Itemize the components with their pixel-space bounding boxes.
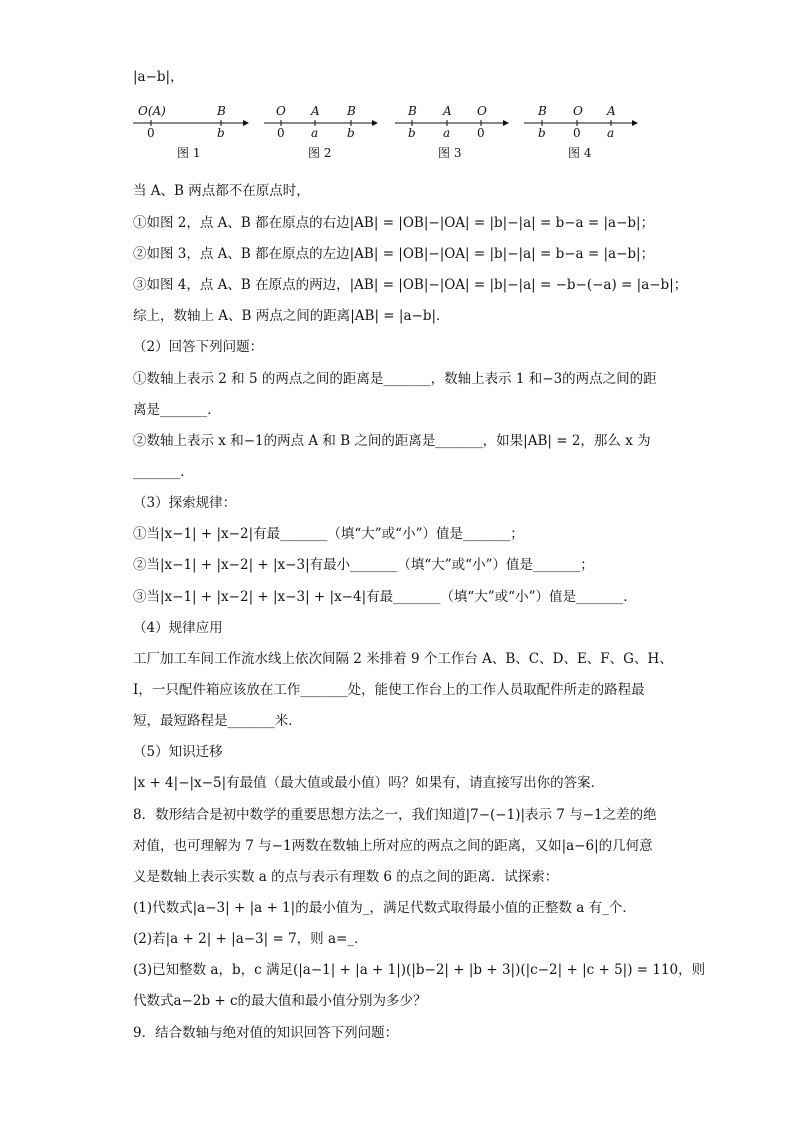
fig3-point-label-1: B [408,104,417,118]
text-line-3: ①如图 2，点 A、B 都在原点的右边|AB| = |OB|−|OA| = |b|−|a| = b−a = |a−b|； [133,215,655,231]
fig2-caption: 图 2 [308,146,332,160]
number-line-figure-4 [524,104,638,160]
text-line-10: ②数轴上表示 x 和−1的两点 A 和 B 之间的距离是_______，如果|AB| = 2，那么 x 为 [133,433,651,449]
text-line-7: （2）回答下列问题： [133,339,264,355]
number-line-svg [128,96,668,166]
fig3-value-label-1: b [408,126,416,140]
fig3-value-label-3: 0 [477,126,485,140]
text-line-17: 工厂加工车间工作流水线上依次间隔 2 米排着 9 个工作台 A、B、C、D、E、F、G、H、 [133,651,673,667]
text-line-14: ②当|x−1| + |x−2| + |x−3|有最小_______（填“大”或“小”）值是_______； [133,557,594,573]
text-line-5: ③如图 4，点 A、B 在原点的两边，|AB| = |OB|−|OA| = |b|−|a| = −b−(−a) = |a−b|； [133,277,688,293]
fig4-caption: 图 4 [568,146,592,160]
text-line-23: 对值，也可理解为 7 与−1两数在数轴上所对应的两点之间的距离，又如|a−6|的几何意 [133,838,653,854]
text-line-1: |a−b|， [133,69,184,85]
text-line-12: （3）探索规律： [133,495,237,511]
fig2-point-label-2: A [311,104,320,118]
text-line-22: 8．数形结合是初中数学的重要思想方法之一，我们知道|7−(−1)|表示 7 与−1之差的绝 [133,807,657,823]
text-line-9: 离是_______． [133,402,221,418]
text-line-8: ①数轴上表示 2 和 5 的两点之间的距离是_______，数轴上表示 1 和−3的两点之间的距 [133,371,657,387]
fig2-point-label-3: B [347,104,356,118]
fig1-value-label-1: 0 [147,126,155,140]
fig3-caption: 图 3 [438,146,462,160]
fig1-point-label-2: B [217,104,226,118]
text-line-20: （5）知识迁移 [133,744,223,760]
text-line-2: 当 A、B 两点都不在原点时， [133,183,310,199]
text-line-19: 短，最短路程是_______米． [133,713,302,729]
fig4-point-label-2: O [573,104,583,118]
text-line-13: ①当|x−1| + |x−2|有最_______（填“大”或“小”）值是_______； [133,526,524,542]
fig1-point-label-1: O(A) [138,104,166,118]
fig1-caption: 图 1 [177,146,201,160]
text-line-6: 综上，数轴上 A、B 两点之间的距离|AB| = |a−b|． [133,308,450,324]
fig2-value-label-2: a [311,126,319,140]
fig4-value-label-1: b [538,126,546,140]
text-line-28: 代数式a−2b + c的最大值和最小值分别为多少？ [133,993,427,1009]
fig4-point-label-1: B [538,104,547,118]
fig4-point-label-3: A [607,104,616,118]
fig4-value-label-3: a [607,126,615,140]
text-line-18: I，一只配件箱应该放在工作_______处，能使工作台上的工作人员取配件所走的路程最 [133,682,645,698]
text-line-15: ③当|x−1| + |x−2| + |x−3| + |x−4|有最_______（填“大”或“小”）值是_______． [133,589,637,605]
text-line-27: (3)已知整数 a，b，c 满足(|a−1| + |a + 1|)(|b−2| + |b + 3|)(|c−2| + |c + 5|) = 110，则 [133,962,706,978]
fig3-point-label-2: A [443,104,452,118]
text-line-11: _______． [133,464,194,480]
text-line-4: ②如图 3，点 A、B 都在原点的左边|AB| = |OB|−|OA| = |b|−|a| = b−a = |a−b|； [133,246,655,262]
fig3-point-label-3: O [477,104,487,118]
text-line-26: (2)若|a + 2| + |a−3| = 7，则 a=_． [133,931,368,947]
text-line-24: 义是数轴上表示实数 a 的点与表示有理数 6 的点之间的距离．试探索： [133,869,559,885]
text-line-16: （4）规律应用 [133,620,223,636]
fig2-value-label-3: b [347,126,355,140]
number-line-figure-2 [264,104,378,160]
text-line-25: (1)代数式|a−3| + |a + 1|的最小值为_，满足代数式取得最小值的正整数 a 有_个． [133,900,636,916]
number-line-figures [128,96,668,166]
fig2-value-label-1: 0 [277,126,285,140]
number-line-figure-1 [133,104,249,160]
number-line-figure-3 [395,104,509,160]
text-line-21: |x + 4|−|x−5|有最值（最大值或最小值）吗？如果有，请直接写出你的答案． [133,775,605,791]
fig3-value-label-2: a [443,126,451,140]
fig4-value-label-2: 0 [573,126,581,140]
fig1-value-label-2: b [217,126,225,140]
text-line-29: 9．结合数轴与绝对值的知识回答下列问题： [133,1025,399,1041]
fig2-point-label-1: O [276,104,286,118]
